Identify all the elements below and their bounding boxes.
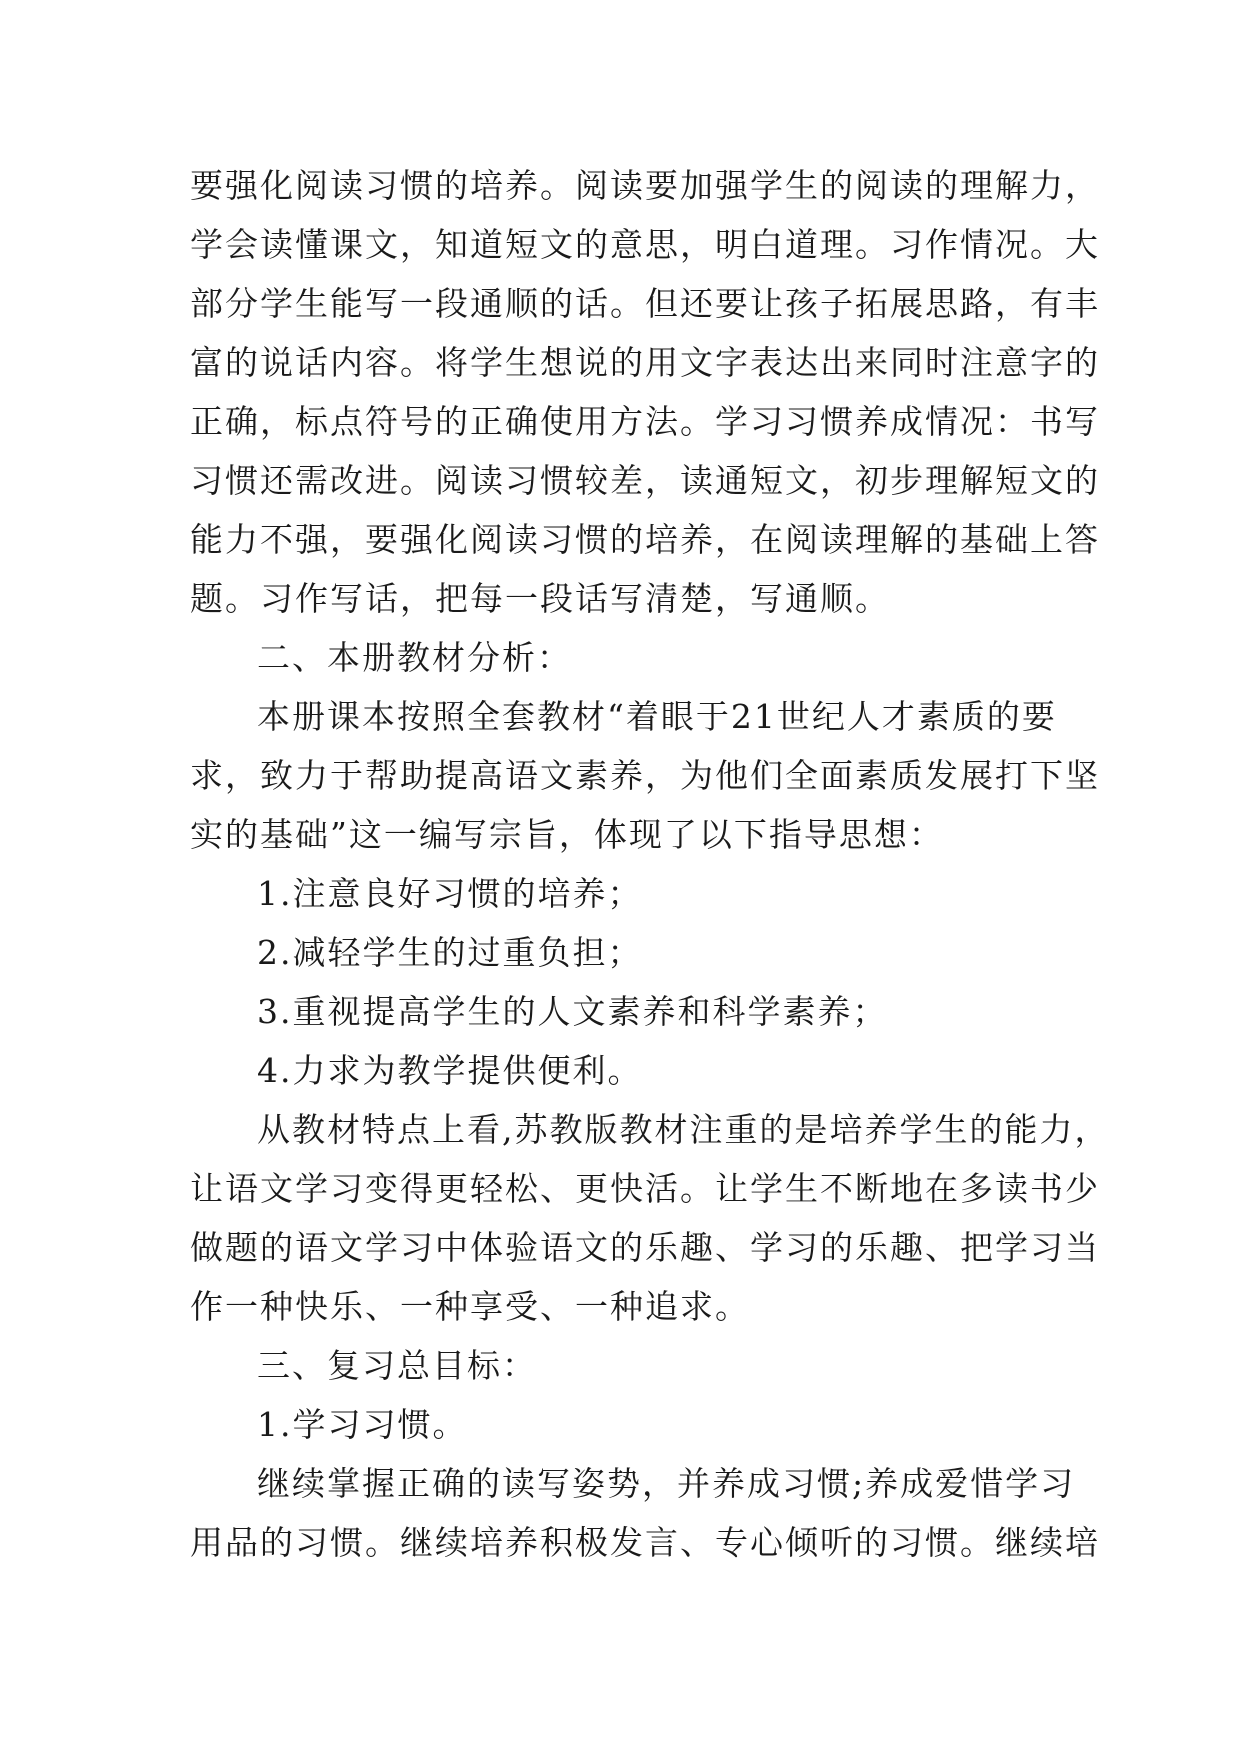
text-line: 从教材特点上看,苏教版教材注重的是培养学生的能力，: [257, 1110, 1110, 1149]
list-item: 3.重视提高学生的人文素养和科学素养；: [257, 992, 888, 1031]
text-line: 继续掌握正确的读写姿势，并养成习惯;养成爱惜学习: [257, 1464, 1076, 1503]
text-line: 求，致力于帮助提高语文素养，为他们全面素质发展打下坚: [190, 756, 1100, 795]
body-text: [190, 156, 1110, 1572]
list-item: 4.力求为教学提供便利。: [257, 1051, 643, 1090]
text-line: 用品的习惯。继续培养积极发言、专心倾听的习惯。继续培: [190, 1523, 1100, 1562]
section-heading: 三、复习总目标：: [257, 1346, 537, 1385]
text-line: 学会读懂课文，知道短文的意思，明白道理。习作情况。大: [190, 225, 1100, 264]
text-line: 能力不强，要强化阅读习惯的培养，在阅读理解的基础上答: [190, 520, 1100, 559]
section-heading: 二、本册教材分析：: [257, 638, 572, 677]
text-line: 富的说话内容。将学生想说的用文字表达出来同时注意字的: [190, 343, 1100, 382]
text-line: 作一种快乐、一种享受、一种追求。: [190, 1287, 750, 1326]
list-item: 1.学习习惯。: [257, 1405, 468, 1444]
text-line: 习惯还需改进。阅读习惯较差，读通短文，初步理解短文的: [190, 461, 1100, 500]
text-line: 让语文学习变得更轻松、更快活。让学生不断地在多读书少: [190, 1169, 1100, 1208]
text-line: 实的基础”这一编写宗旨，体现了以下指导思想：: [190, 815, 944, 854]
text-line: 做题的语文学习中体验语文的乐趣、学习的乐趣、把学习当: [190, 1228, 1100, 1267]
text-line: 部分学生能写一段通顺的话。但还要让孩子拓展思路，有丰: [190, 284, 1100, 323]
text-line: 要强化阅读习惯的培养。阅读要加强学生的阅读的理解力，: [190, 166, 1100, 205]
text-line: 题。习作写话，把每一段话写清楚，写通顺。: [190, 579, 890, 618]
list-item: 2.减轻学生的过重负担；: [257, 933, 643, 972]
text-line: 本册课本按照全套教材“着眼于21世纪人才素质的要: [257, 697, 1057, 736]
list-item: 1.注意良好习惯的培养；: [257, 874, 643, 913]
text-line: 正确，标点符号的正确使用方法。学习习惯养成情况：书写: [190, 402, 1100, 441]
